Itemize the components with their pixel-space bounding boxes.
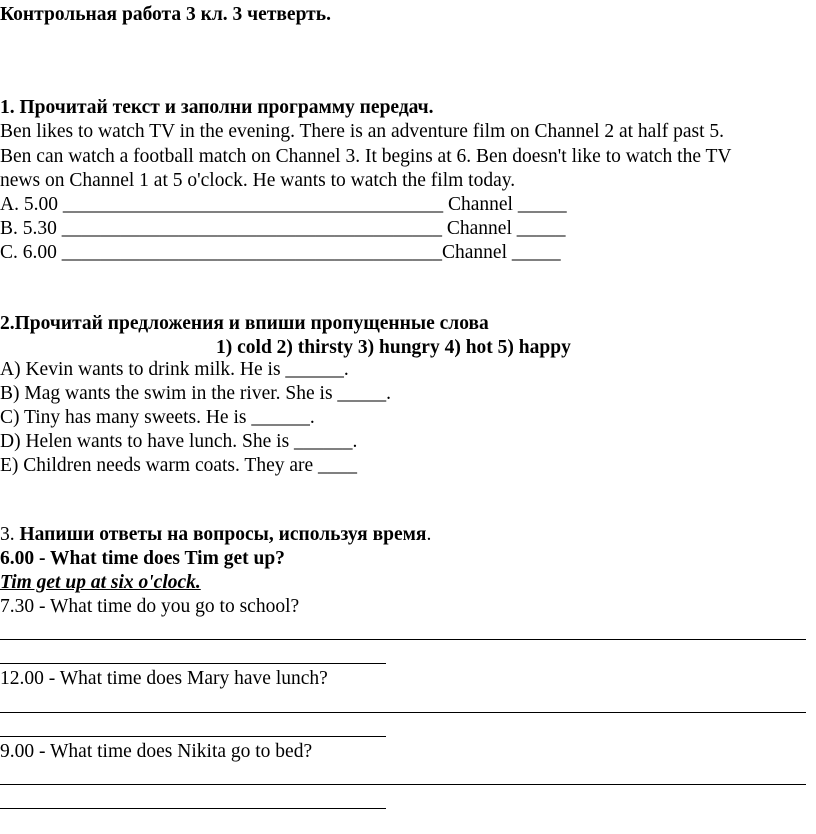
task2-item-e: E) Children needs warm coats. They are ____	[0, 455, 358, 476]
task1-row-b: B. 5.30 _______________________________________ Channel _____	[0, 218, 566, 239]
task3-example-question: 6.00 - What time does Tim get up?	[0, 548, 285, 569]
task1-text-line: Ben can watch a football match on Channel 3. It begins at 6. Ben doesn't like to watch the TV	[0, 146, 732, 167]
answer-line	[0, 808, 386, 809]
answer-line	[0, 784, 806, 785]
task2-item-c: C) Tiny has many sweets. He is ______.	[0, 407, 315, 428]
task2-word-bank: 1) cold 2) thirsty 3) hungry 4) hot 5) happy	[216, 337, 571, 358]
task2-item-a: A) Kevin wants to drink milk. He is ______.	[0, 359, 349, 380]
task1-text-line: news on Channel 1 at 5 o'clock. He wants to watch the film today.	[0, 170, 516, 191]
task3-question-2: 12.00 - What time does Mary have lunch?	[0, 668, 328, 689]
answer-line	[0, 663, 386, 664]
task1-heading: 1. Прочитай текст и заполни программу передач.	[0, 97, 434, 118]
task1-row-c: C. 6.00 _______________________________________Channel _____	[0, 242, 561, 263]
task3-heading: Напиши ответы на вопросы, используя время	[19, 524, 427, 545]
task3-heading-line	[0, 523, 431, 547]
task3-number: 3.	[0, 524, 15, 545]
task1-text-line: Ben likes to watch TV in the evening. There is an adventure film on Channel 2 at half past 5.	[0, 121, 725, 142]
task3-question-1: 7.30 - What time do you go to school?	[0, 596, 300, 617]
task2-heading: 2.Прочитай предложения и впиши пропущенные слова	[0, 313, 489, 334]
task3-example-answer: Tim get up at six o'clock.	[0, 572, 201, 593]
task3-question-3: 9.00 - What time does Nikita go to bed?	[0, 741, 313, 762]
task2-item-d: D) Helen wants to have lunch. She is ______.	[0, 431, 358, 452]
page-title: Контрольная работа 3 кл. 3 четверть.	[0, 4, 331, 25]
task1-row-a: A. 5.00 _______________________________________ Channel _____	[0, 194, 567, 215]
answer-line	[0, 639, 806, 640]
answer-line	[0, 712, 806, 713]
task3-heading-end: .	[426, 524, 432, 545]
task2-item-b: B) Mag wants the swim in the river. She is _____.	[0, 383, 392, 404]
answer-line	[0, 736, 386, 737]
